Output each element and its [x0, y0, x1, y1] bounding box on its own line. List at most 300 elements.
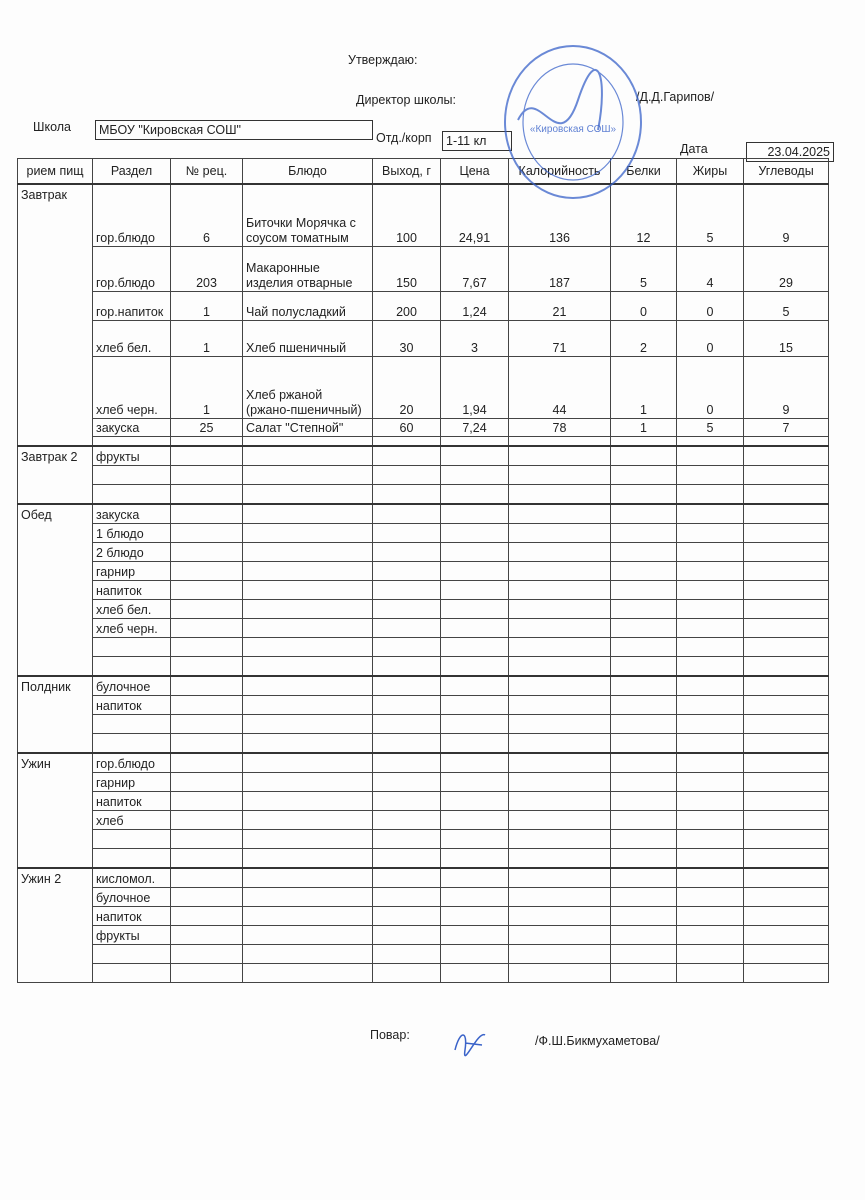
table-cell: 25	[171, 418, 243, 436]
table-cell	[509, 773, 611, 792]
table-cell	[509, 657, 611, 677]
section-cell: напиток	[93, 907, 171, 926]
table-cell	[243, 600, 373, 619]
table-cell: 4	[677, 246, 744, 291]
table-cell	[243, 436, 373, 446]
table-cell: 5	[611, 246, 677, 291]
section-cell	[93, 964, 171, 983]
table-cell	[441, 524, 509, 543]
table-cell	[677, 562, 744, 581]
table-cell	[509, 849, 611, 869]
table-cell: 2	[611, 320, 677, 356]
section-cell	[93, 715, 171, 734]
table-cell	[509, 466, 611, 485]
table-row	[18, 676, 829, 696]
table-cell	[373, 792, 441, 811]
table-cell	[373, 849, 441, 869]
table-cell	[441, 753, 509, 773]
table-cell: 5	[677, 418, 744, 436]
table-cell: 1	[611, 418, 677, 436]
section-cell	[93, 466, 171, 485]
table-cell	[171, 485, 243, 505]
table-cell	[171, 657, 243, 677]
school-field: МБОУ "Кировская СОШ"	[95, 120, 373, 140]
table-cell	[744, 562, 829, 581]
table-cell	[243, 945, 373, 964]
table-row	[18, 581, 829, 600]
table-cell	[677, 543, 744, 562]
table-row	[18, 436, 829, 446]
section-cell	[93, 485, 171, 505]
table-cell	[171, 446, 243, 466]
section-cell	[93, 638, 171, 657]
table-cell	[373, 868, 441, 888]
table-row	[18, 446, 829, 466]
table-cell	[171, 926, 243, 945]
table-cell	[373, 543, 441, 562]
table-cell	[243, 868, 373, 888]
table-cell	[441, 868, 509, 888]
table-cell	[171, 436, 243, 446]
approve-label: Утверждаю:	[348, 53, 418, 67]
table-cell	[509, 696, 611, 715]
table-cell	[509, 562, 611, 581]
column-header: Блюдо	[243, 159, 373, 185]
table-cell	[171, 466, 243, 485]
table-cell: 1	[171, 356, 243, 418]
table-cell	[677, 964, 744, 983]
column-header: Калорийность	[509, 159, 611, 185]
table-cell	[611, 964, 677, 983]
table-row	[18, 734, 829, 754]
table-cell	[611, 811, 677, 830]
table-cell	[441, 436, 509, 446]
table-cell: 24,91	[441, 184, 509, 246]
table-row	[18, 849, 829, 869]
table-cell	[744, 868, 829, 888]
table-cell	[243, 907, 373, 926]
table-cell	[373, 676, 441, 696]
table-cell: 200	[373, 291, 441, 320]
table-cell	[611, 543, 677, 562]
table-cell	[373, 466, 441, 485]
table-cell	[744, 753, 829, 773]
table-cell	[171, 696, 243, 715]
table-cell	[744, 926, 829, 945]
table-row	[18, 811, 829, 830]
table-cell	[441, 830, 509, 849]
table-cell: 1	[171, 291, 243, 320]
table-cell	[744, 888, 829, 907]
table-cell	[171, 964, 243, 983]
meal-label: Ужин 2	[18, 868, 93, 983]
table-cell	[611, 581, 677, 600]
table-cell	[611, 734, 677, 754]
table-cell: Макаронные изделия отварные	[243, 246, 373, 291]
table-row	[18, 964, 829, 983]
table-cell	[744, 446, 829, 466]
table-cell	[243, 581, 373, 600]
table-cell	[744, 504, 829, 524]
table-cell: 7,24	[441, 418, 509, 436]
table-cell	[744, 657, 829, 677]
table-cell	[243, 657, 373, 677]
table-cell	[171, 888, 243, 907]
table-cell	[441, 638, 509, 657]
section-cell: напиток	[93, 792, 171, 811]
table-cell	[171, 907, 243, 926]
table-cell	[243, 485, 373, 505]
table-cell: 78	[509, 418, 611, 436]
table-cell	[509, 676, 611, 696]
table-cell	[243, 753, 373, 773]
table-row	[18, 945, 829, 964]
table-row	[18, 543, 829, 562]
section-cell: кисломол.	[93, 868, 171, 888]
column-header: Белки	[611, 159, 677, 185]
dept-field: 1-11 кл	[442, 131, 512, 151]
table-cell	[744, 773, 829, 792]
table-cell	[677, 734, 744, 754]
section-cell	[93, 657, 171, 677]
table-cell	[509, 638, 611, 657]
table-row	[18, 524, 829, 543]
table-cell	[441, 600, 509, 619]
table-cell	[677, 811, 744, 830]
table-cell	[677, 907, 744, 926]
table-cell	[373, 773, 441, 792]
table-cell	[509, 811, 611, 830]
table-cell	[243, 524, 373, 543]
table-cell	[611, 830, 677, 849]
section-cell	[93, 436, 171, 446]
table-row	[18, 657, 829, 677]
table-cell: 136	[509, 184, 611, 246]
table-cell	[611, 657, 677, 677]
section-cell: фрукты	[93, 926, 171, 945]
table-cell	[373, 446, 441, 466]
table-cell	[611, 753, 677, 773]
column-header: Углеводы	[744, 159, 829, 185]
table-cell	[677, 657, 744, 677]
table-row	[18, 291, 829, 320]
table-cell	[373, 945, 441, 964]
table-row	[18, 504, 829, 524]
column-header: Цена	[441, 159, 509, 185]
table-cell	[441, 792, 509, 811]
table-row	[18, 184, 829, 246]
table-cell: 150	[373, 246, 441, 291]
table-cell	[171, 945, 243, 964]
table-cell	[611, 638, 677, 657]
table-cell	[611, 504, 677, 524]
table-cell	[171, 562, 243, 581]
table-cell	[243, 676, 373, 696]
table-row	[18, 792, 829, 811]
table-cell	[441, 619, 509, 638]
table-cell	[677, 753, 744, 773]
section-cell: закуска	[93, 504, 171, 524]
table-cell	[611, 619, 677, 638]
table-row	[18, 600, 829, 619]
table-cell	[441, 926, 509, 945]
table-cell	[171, 676, 243, 696]
table-cell: 6	[171, 184, 243, 246]
table-row	[18, 715, 829, 734]
table-cell: 30	[373, 320, 441, 356]
table-cell	[373, 600, 441, 619]
table-cell: 0	[611, 291, 677, 320]
menu-table	[17, 158, 829, 983]
table-cell: 100	[373, 184, 441, 246]
table-cell	[441, 849, 509, 869]
dept-label: Отд./корп	[376, 131, 432, 145]
school-label: Школа	[33, 120, 71, 134]
table-cell	[509, 436, 611, 446]
table-cell	[171, 504, 243, 524]
table-cell	[243, 638, 373, 657]
table-cell	[509, 485, 611, 505]
table-cell	[509, 581, 611, 600]
table-cell	[171, 792, 243, 811]
table-cell	[373, 638, 441, 657]
section-cell: хлеб бел.	[93, 600, 171, 619]
table-cell	[441, 466, 509, 485]
table-cell	[509, 926, 611, 945]
table-cell	[677, 830, 744, 849]
cook-label: Повар:	[370, 1028, 410, 1042]
table-cell	[171, 543, 243, 562]
table-cell	[373, 485, 441, 505]
table-cell	[171, 849, 243, 869]
table-cell	[744, 543, 829, 562]
table-cell	[677, 792, 744, 811]
date-field: 23.04.2025	[746, 142, 834, 162]
table-cell	[373, 907, 441, 926]
table-cell	[243, 446, 373, 466]
table-cell	[677, 466, 744, 485]
section-cell: хлеб черн.	[93, 356, 171, 418]
table-cell	[611, 849, 677, 869]
section-cell: гор.блюдо	[93, 184, 171, 246]
table-cell	[509, 446, 611, 466]
table-cell	[509, 964, 611, 983]
table-cell	[611, 466, 677, 485]
table-cell	[677, 945, 744, 964]
table-cell: 7	[744, 418, 829, 436]
table-cell	[171, 715, 243, 734]
table-cell	[171, 773, 243, 792]
table-cell: Хлеб пшеничный	[243, 320, 373, 356]
table-cell	[171, 811, 243, 830]
table-cell	[441, 888, 509, 907]
meal-label: Обед	[18, 504, 93, 676]
table-cell	[677, 436, 744, 446]
director-name: /Д.Д.Гарипов/	[636, 90, 715, 104]
table-cell	[373, 734, 441, 754]
table-row	[18, 246, 829, 291]
section-cell: напиток	[93, 581, 171, 600]
table-row	[18, 638, 829, 657]
table-cell	[171, 830, 243, 849]
section-cell	[93, 945, 171, 964]
table-cell: 1,24	[441, 291, 509, 320]
table-cell	[243, 926, 373, 945]
table-cell	[243, 504, 373, 524]
date-label: Дата	[680, 142, 708, 156]
table-cell	[441, 657, 509, 677]
section-cell: хлеб	[93, 811, 171, 830]
table-cell	[509, 734, 611, 754]
table-cell	[509, 830, 611, 849]
meal-label: Полдник	[18, 676, 93, 753]
table-cell	[677, 485, 744, 505]
table-row	[18, 356, 829, 418]
table-cell	[373, 436, 441, 446]
table-cell	[373, 888, 441, 907]
table-row	[18, 320, 829, 356]
table-row	[18, 562, 829, 581]
table-cell	[744, 907, 829, 926]
table-cell	[744, 964, 829, 983]
table-row	[18, 485, 829, 505]
table-cell	[171, 619, 243, 638]
table-cell	[373, 581, 441, 600]
table-cell	[744, 734, 829, 754]
table-cell	[611, 868, 677, 888]
section-cell: 1 блюдо	[93, 524, 171, 543]
table-cell	[441, 811, 509, 830]
table-cell: 3	[441, 320, 509, 356]
table-cell	[243, 715, 373, 734]
table-cell	[243, 792, 373, 811]
section-cell: фрукты	[93, 446, 171, 466]
table-cell	[611, 562, 677, 581]
table-cell	[677, 581, 744, 600]
table-cell	[744, 715, 829, 734]
table-cell: 71	[509, 320, 611, 356]
table-cell	[243, 811, 373, 830]
section-cell: хлеб бел.	[93, 320, 171, 356]
table-cell	[243, 543, 373, 562]
column-header: Выход, г	[373, 159, 441, 185]
table-cell	[509, 907, 611, 926]
table-cell	[744, 466, 829, 485]
table-cell	[373, 811, 441, 830]
section-cell: гарнир	[93, 562, 171, 581]
table-cell	[744, 849, 829, 869]
cook-signature	[450, 1025, 490, 1060]
table-cell	[373, 657, 441, 677]
director-label: Директор школы:	[356, 93, 456, 107]
table-cell	[677, 676, 744, 696]
section-cell	[93, 734, 171, 754]
table-cell	[611, 715, 677, 734]
table-cell	[677, 715, 744, 734]
table-cell	[373, 753, 441, 773]
table-cell	[611, 888, 677, 907]
table-cell	[373, 524, 441, 543]
table-cell	[509, 868, 611, 888]
table-cell	[243, 562, 373, 581]
table-row	[18, 888, 829, 907]
table-cell	[611, 773, 677, 792]
table-cell	[171, 868, 243, 888]
table-cell	[611, 907, 677, 926]
section-cell: гор.напиток	[93, 291, 171, 320]
table-cell	[744, 830, 829, 849]
table-cell: 7,67	[441, 246, 509, 291]
table-cell: 12	[611, 184, 677, 246]
table-cell: 1	[611, 356, 677, 418]
table-cell: 187	[509, 246, 611, 291]
table-cell: 29	[744, 246, 829, 291]
table-cell: 0	[677, 356, 744, 418]
table-cell	[744, 524, 829, 543]
table-row	[18, 830, 829, 849]
table-cell	[441, 485, 509, 505]
official-stamp	[498, 40, 648, 210]
meal-label: Ужин	[18, 753, 93, 868]
table-row	[18, 907, 829, 926]
table-cell	[744, 945, 829, 964]
cook-name: /Ф.Ш.Бикмухаметова/	[535, 1034, 660, 1048]
table-cell	[441, 446, 509, 466]
table-cell	[509, 543, 611, 562]
table-cell	[441, 773, 509, 792]
table-cell	[373, 562, 441, 581]
table-cell	[243, 466, 373, 485]
svg-text:«Кировская СОШ»: «Кировская СОШ»	[529, 124, 617, 135]
meal-label: Завтрак 2	[18, 446, 93, 504]
table-cell	[509, 619, 611, 638]
section-cell: гор.блюдо	[93, 246, 171, 291]
section-cell	[93, 849, 171, 869]
table-cell: 20	[373, 356, 441, 418]
table-cell	[744, 811, 829, 830]
section-cell: хлеб черн.	[93, 619, 171, 638]
table-cell	[441, 907, 509, 926]
table-cell: 21	[509, 291, 611, 320]
column-header: № рец.	[171, 159, 243, 185]
table-cell	[243, 964, 373, 983]
table-cell	[373, 619, 441, 638]
table-cell	[171, 753, 243, 773]
table-cell	[243, 619, 373, 638]
meal-label: Завтрак	[18, 184, 93, 446]
table-cell	[677, 504, 744, 524]
table-header-row	[18, 159, 829, 185]
table-cell	[243, 696, 373, 715]
table-cell	[677, 868, 744, 888]
table-row	[18, 418, 829, 436]
table-cell	[677, 888, 744, 907]
table-cell	[744, 485, 829, 505]
section-cell: булочное	[93, 888, 171, 907]
table-cell	[441, 543, 509, 562]
table-cell	[677, 619, 744, 638]
section-cell: 2 блюдо	[93, 543, 171, 562]
table-cell	[441, 945, 509, 964]
table-cell	[441, 715, 509, 734]
table-cell	[243, 849, 373, 869]
table-cell: 44	[509, 356, 611, 418]
table-cell	[509, 753, 611, 773]
table-cell	[373, 504, 441, 524]
table-cell	[441, 581, 509, 600]
table-row	[18, 773, 829, 792]
table-cell	[677, 446, 744, 466]
